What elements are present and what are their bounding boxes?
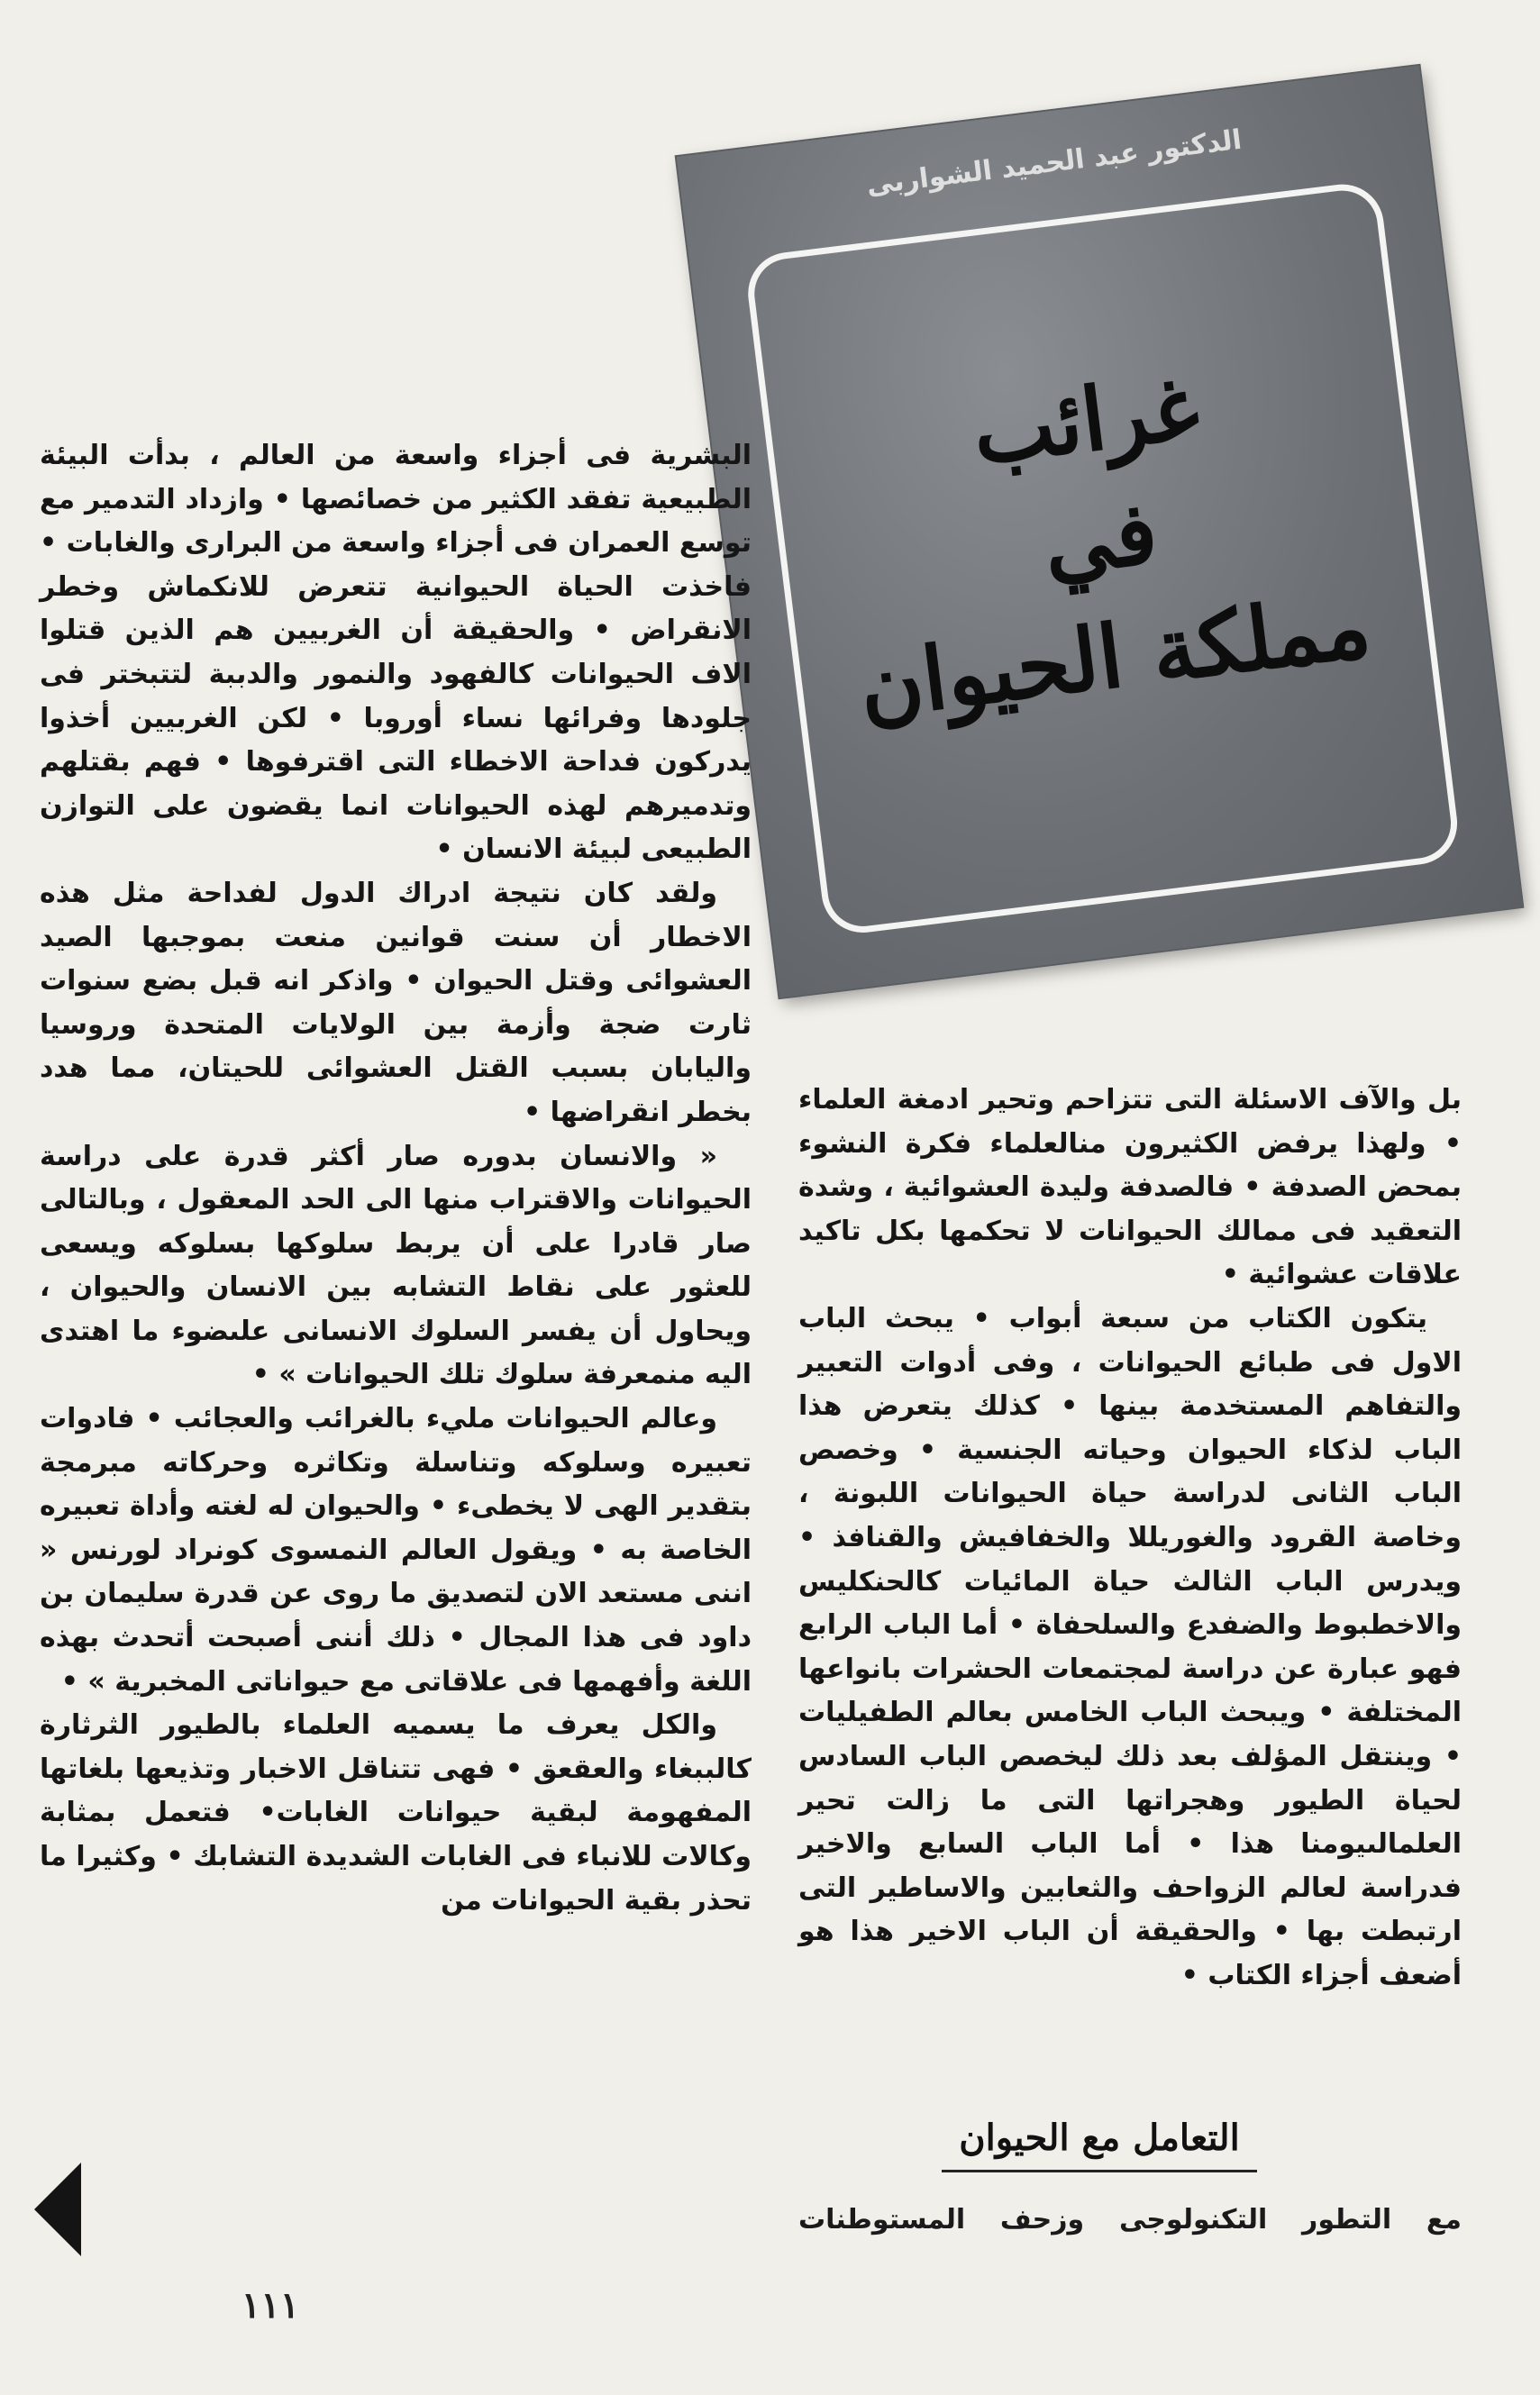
section-heading: التعامل مع الحيوان [959,2117,1240,2159]
paragraph: يتكون الكتاب من سبعة أبواب • يبحث الباب الاول فى طبائع الحيوانات ، وفى أدوات التعبير والتفاهم المستخدمة بينها • كذلك يتعرض هذا الباب لذكاء الحيوان وحياته الجنسية • وخصص الباب الثانى لدراسة حياة الحيوانات اللبونة ، وخاصة القرود والغوريللا والخفافيش والقنافذ • ويدرس الباب الثالث حياة المائيات كالحنكليس والاخطبوط والضفدع والسلحفاة • أما الباب الرابع فهو عبارة عن دراسة لمجتمعات الحشرات بانواعها المختلفة • ويبحث الباب الخامس بعالم الطفيليات • وينتقل المؤلف بعد ذلك ليخصص الباب السادس لحياة الطيور وهجراتها التى ما زالت تحير العلمالىيومنا هذا • أما الباب السابع والاخير فدراسة لعالم الزواحف والثعابين والاساطير التى ارتبطت بها • والحقيقة أن الباب الاخير هذا هو أضعف أجزاء الكتاب • [798,1302,1462,1991]
continue-arrow-icon [34,2163,81,2256]
page-number: ١١١ [241,2284,300,2327]
article-column-right [798,1079,1462,1998]
cover-title-line: في [1037,480,1163,596]
paragraph: بل والآف الاسئلة التى تتزاحم وتحير ادمغة العلماء • ولهذا يرفض الكثيرون منالعلماء فكرة النشوء بمحض الصدفة • فالصدفة وليدة العشوائية ، وشدة التعقيد فى ممالك الحيوانات لا تحكمها بكل تاكيد علاقات عشوائية • [798,1084,1462,1291]
book-cover-image [677,66,1522,997]
cover-author: الدكتور عبد الحميد الشواربى [864,123,1244,202]
heading-underline [942,2170,1257,2172]
paragraph: « والانسان بدوره صار أكثر قدرة على دراسة الحيوانات والاقتراب منها الى الحد المعقول ، وبالتالى صار قادرا على أن يربط سلوكها بسلوكه ويسعى للعثور على نقاط التشابه بين الانسان والحيوان ، ويحاول أن يفسر السلوك الانسانى علىضوء ما اهتدى اليه منمعرفة سلوك تلك الحيوانات » • [40,1140,752,1391]
paragraph: ولقد كان نتيجة ادراك الدول لفداحة مثل هذه الاخطار أن سنت قوانين منعت بموجبها الصيد العشوائى وقتل الحيوان • واذكر انه قبل بضع سنوات ثارت ضجة وأزمة بين الولايات المتحدة وروسيا واليابان بسبب القتل العشوائى للحيتان، مما هدد بخطر انقراضها • [40,877,752,1128]
cover-title [806,328,1395,749]
paragraph: والكل يعرف ما يسميه العلماء بالطيور الثرثارة كالببغاء والعقعق • فهى تتناقل الاخبار وتذيعها بلغاتها المفهومة لبقية حيوانات الغابات• فتعمل بمثابة وكالات للانباء فى الغابات الشديدة التشابك • وكثيرا ما تحذر بقية الحيوانات من [40,1709,752,1917]
paragraph: البشرية فى أجزاء واسعة من العالم ، بدأت البيئة الطبيعية تفقد الكثير من خصائصها • وازداد التدمير مع توسع العمران فى أجزاء واسعة من البرارى والغابات • فاخذت الحياة الحيوانية تتعرض للانكماش وخطر الانقراض • والحقيقة أن الغربيين هم الذين قتلوا الاف الحيوانات كالفهود والنمور والدببة لتتبختر فى جلودها وفرائها نساء أوروبا • لكن الغربيين أخذوا يدركون فداحة الاخطاء التى اقترفوها • فهم بقتلهم وتدميرهم لهذه الحيوانات انما يقضون على التوازن الطبيعى لبيئة الانسان • [40,440,752,866]
article-column-left [40,434,752,1923]
section-first-line: مع التطور التكنولوجى وزحف المستوطنات [798,2204,1462,2236]
paragraph: وعالم الحيوانات مليء بالغرائب والعجائب • فادوات تعبيره وسلوكه وتناسلة وتكاثره وحركاته مبرمجة بتقدير الهى لا يخطىء • والحيوان له لغته وأداة تعبيره الخاصة به • ويقول العالم النمسوى كونراد لورنس « اننى مستعد الان لتصديق ما روى عن قدرة سليمان بن داود فى هذا المجال • ذلك أننى أصبحت أتحدث بهذه اللغة وأفهمها فى علاقاتى مع حيواناتى المخبرية » • [40,1403,752,1698]
cover-title-line: غرائب [967,356,1205,485]
cover-title-line: مملكة الحيوان [853,574,1376,739]
